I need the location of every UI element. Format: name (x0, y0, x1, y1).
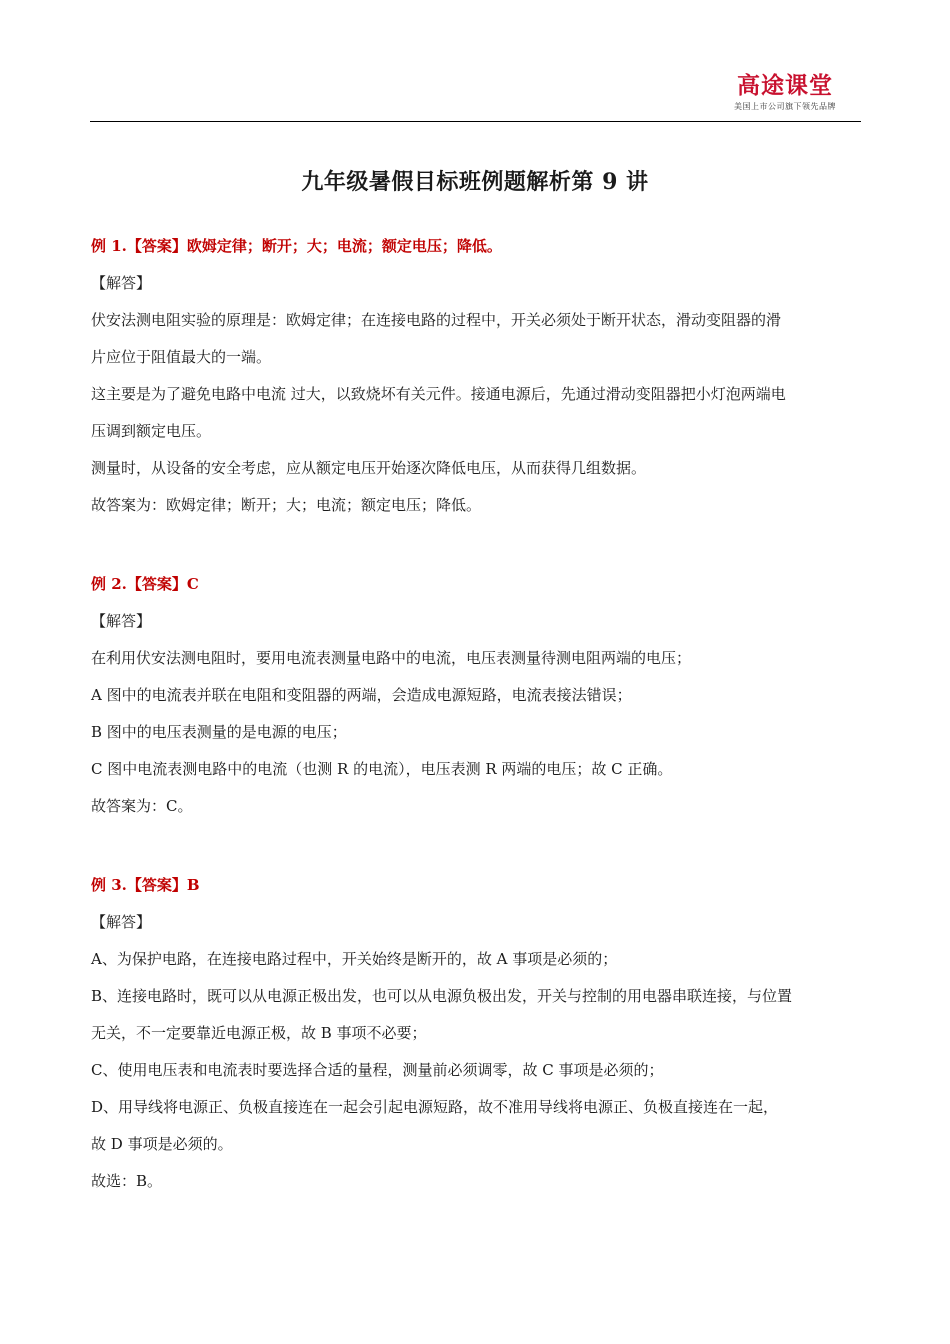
analysis-line: 测量时，从设备的安全考虑，应从额定电压开始逐次降低电压，从而获得几组数据。 (91, 459, 647, 477)
example-heading (91, 867, 861, 904)
analysis-line: 在利用伏安法测电阻时，要用电流表测量电路中的电流，电压表测量待测电阻两端的电压； (91, 649, 692, 667)
analysis-line: C 图中电流表测电路中的电流（也测 R 的电流），电压表测 R 两端的电压；故 C 正确。 (91, 760, 673, 778)
document-body (91, 228, 861, 1242)
analysis-line: B 图中的电压表测量的是电源的电压； (91, 723, 347, 741)
analysis-line: B、连接电路时，既可以从电源正极出发，也可以从电源负极出发，开关与控制的用电器串联连接，与位置 (91, 987, 793, 1005)
analysis-line: A 图中的电流表并联在电阻和变阻器的两端，会造成电源短路，电流表接法错误； (91, 686, 632, 704)
example-answer: B (186, 876, 200, 894)
analysis-line: 片应位于阻值最大的一端。 (91, 348, 272, 366)
example-label: 例 2.【答案】 (91, 575, 187, 593)
analysis-label: 【解答】 (91, 612, 152, 630)
analysis-line: D、用导线将电源正、负极直接连在一起会引起电源短路，故不准用导线将电源正、负极直接连在一起， (91, 1098, 779, 1116)
example-answer: 欧姆定律；断开；大；电流；额定电压；降低。 (186, 237, 502, 255)
analysis-line: 故 D 事项是必须的。 (91, 1135, 233, 1153)
example-heading (91, 228, 861, 265)
analysis-line: 故选：B。 (91, 1172, 163, 1190)
example-label: 例 1.【答案】 (91, 237, 187, 255)
example-1 (91, 228, 861, 524)
analysis-line: 压调到额定电压。 (91, 422, 212, 440)
analysis-line: C、使用电压表和电流表时要选择合适的量程，测量前必须调零，故 C 事项是必须的； (91, 1061, 664, 1079)
analysis-line: 伏安法测电阻实验的原理是：欧姆定律；在连接电路的过程中，开关必须处于断开状态，滑动变阻器的滑 (91, 311, 782, 329)
analysis-line: 故答案为：C。 (91, 797, 193, 815)
analysis-line: 这主要是为了避免电路中电流 过大，以致烧坏有关元件。接通电源后，先通过滑动变阻器把小灯泡两端电 (91, 385, 786, 403)
analysis-line: A、为保护电路，在连接电路过程中，开关始终是断开的，故 A 事项是必须的； (91, 950, 618, 968)
page-title: 九年级暑假目标班例题解析第 9 讲 (301, 169, 649, 195)
analysis-line: 无关，不一定要靠近电源正极，故 B 事项不必要； (91, 1024, 427, 1042)
analysis-label: 【解答】 (91, 274, 152, 292)
example-heading (91, 566, 861, 603)
analysis-label: 【解答】 (91, 913, 152, 931)
example-2 (91, 566, 861, 825)
logo-wordmark: 高途课堂 (737, 73, 833, 99)
logo-tagline: 美国上市公司旗下领先品牌 (734, 102, 836, 111)
example-3 (91, 867, 861, 1200)
example-label: 例 3.【答案】 (91, 876, 187, 894)
analysis-line: 故答案为：欧姆定律；断开；大；电流；额定电压；降低。 (91, 496, 482, 514)
header-divider (90, 121, 861, 122)
example-answer: C (186, 575, 199, 593)
brand-logo (710, 72, 860, 113)
